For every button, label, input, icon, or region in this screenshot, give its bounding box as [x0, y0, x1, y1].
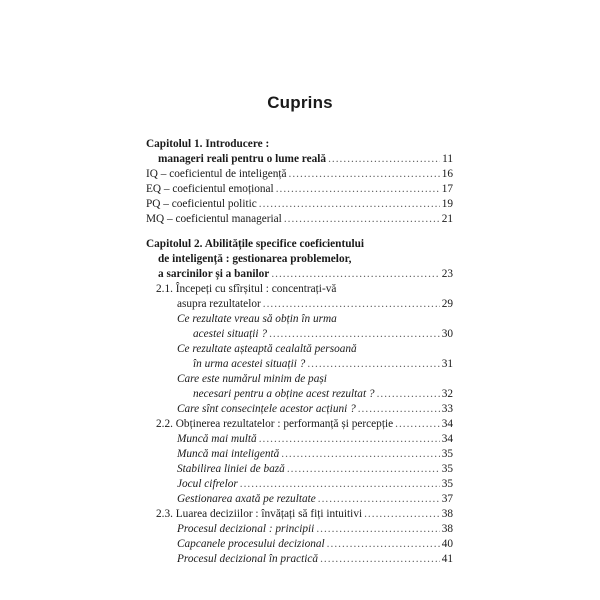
entry-text: asupra rezultatelor — [177, 298, 261, 310]
toc-entry[interactable] — [146, 462, 453, 477]
entry-text: Muncă mai multă — [177, 433, 257, 445]
toc-entry[interactable] — [146, 327, 453, 342]
entry-text: Procesul decizional în practică — [177, 553, 319, 565]
entry-text: în urma acestei situații ? — [193, 358, 306, 370]
toc-entry[interactable] — [146, 447, 453, 462]
entry-text: Procesul decizional : principii — [177, 523, 315, 535]
dot-leader — [287, 462, 440, 477]
page-number: 17 — [441, 183, 453, 195]
dot-leader — [263, 297, 440, 312]
entry-text: IQ – coeficientul de inteligență — [146, 168, 287, 180]
dot-leader — [307, 357, 439, 372]
dot-leader — [327, 537, 440, 552]
toc-entry-chapter-1[interactable] — [146, 152, 453, 167]
page-number: 21 — [441, 213, 453, 225]
toc-entry-section-2-3[interactable] — [146, 507, 453, 522]
entry-text: Muncă mai inteligentă — [177, 448, 280, 460]
entry-text: necesari pentru a obține acest rezultat ? — [193, 388, 375, 400]
page-number: 16 — [441, 168, 453, 180]
page-number: 41 — [441, 553, 453, 565]
chapter-2-heading: Capitolul 2. Abilitățile specifice coeficientului — [146, 238, 365, 250]
dot-leader — [259, 197, 440, 212]
toc-entry[interactable] — [146, 552, 453, 567]
toc-entry[interactable] — [146, 492, 453, 507]
entry-text: acestei situații ? — [193, 328, 268, 340]
toc-entry[interactable] — [146, 432, 453, 447]
dot-leader — [271, 267, 439, 282]
entry-text: a sarcinilor și a banilor — [158, 268, 270, 280]
dot-leader — [316, 522, 439, 537]
page-number: 34 — [441, 433, 453, 445]
chapter-2-heading-line2: de inteligență : gestionarea problemelor, — [158, 253, 352, 265]
toc-entry[interactable] — [146, 182, 453, 197]
page-number: 29 — [441, 298, 453, 310]
entry-text: Capcanele procesului decizional — [177, 538, 325, 550]
toc-entry[interactable] — [146, 402, 453, 417]
entry-text: Jocul cifrelor — [177, 478, 238, 490]
toc-entry[interactable] — [146, 537, 453, 552]
entry-text: EQ – coeficientul emoțional — [146, 183, 274, 195]
entry-text-line1: Ce rezultate așteaptă cealaltă persoană — [177, 343, 357, 355]
dot-leader — [364, 507, 440, 522]
table-of-contents — [146, 137, 453, 567]
toc-entry[interactable] — [146, 197, 453, 212]
entry-text: 2.2. Obținerea rezultatelor : performanță și percepție — [156, 418, 394, 430]
dot-leader — [377, 387, 440, 402]
toc-entry-section-2-2[interactable] — [146, 417, 453, 432]
page-number: 32 — [441, 388, 453, 400]
page-number: 19 — [441, 198, 453, 210]
toc-entry[interactable] — [146, 387, 453, 402]
entry-text-line1: Care este numărul minim de pași — [177, 373, 327, 385]
page-number: 31 — [441, 358, 453, 370]
toc-entry[interactable] — [146, 167, 453, 182]
entry-text: 2.3. Luarea deciziilor : învățați să fiți intuitivi — [156, 508, 363, 520]
section-2-1-heading: 2.1. Începeți cu sfîrșitul : concentrați-vă — [156, 283, 337, 295]
entry-text: manageri reali pentru o lume reală — [158, 153, 327, 165]
toc-entry-section-2-1[interactable] — [146, 297, 453, 312]
page-number: 11 — [442, 153, 453, 165]
page-number: 34 — [441, 418, 453, 430]
toc-entry[interactable] — [146, 477, 453, 492]
entry-text: PQ – coeficientul politic — [146, 198, 257, 210]
page-number: 35 — [441, 448, 453, 460]
dot-leader — [318, 492, 440, 507]
toc-entry-chapter-2[interactable] — [146, 267, 453, 282]
entry-text: Stabilirea liniei de bază — [177, 463, 285, 475]
entry-text-line1: Ce rezultate vreau să obțin în urma — [177, 313, 337, 325]
page-number: 33 — [441, 403, 453, 415]
dot-leader — [320, 552, 440, 567]
page-number: 38 — [441, 508, 453, 520]
chapter-1-heading: Capitolul 1. Introducere : — [146, 138, 270, 150]
dot-leader — [259, 432, 440, 447]
page-number: 23 — [441, 268, 453, 280]
dot-leader — [284, 212, 440, 227]
toc-entry[interactable] — [146, 522, 453, 537]
dot-leader — [358, 402, 440, 417]
entry-text: MQ – coeficientul managerial — [146, 213, 282, 225]
toc-entry[interactable] — [146, 357, 453, 372]
page-number: 40 — [441, 538, 453, 550]
page-number: 38 — [441, 523, 453, 535]
entry-text: Care sînt consecințele acestor acțiuni ? — [177, 403, 356, 415]
dot-leader — [281, 447, 439, 462]
page-number: 37 — [441, 493, 453, 505]
page-title: Cuprins — [267, 93, 333, 112]
toc-entry[interactable] — [146, 212, 453, 227]
page-number: 35 — [441, 463, 453, 475]
dot-leader — [269, 327, 440, 342]
dot-leader — [395, 417, 440, 432]
dot-leader — [328, 152, 440, 167]
dot-leader — [289, 167, 440, 182]
dot-leader — [240, 477, 440, 492]
page-number: 35 — [441, 478, 453, 490]
entry-text: Gestionarea axată pe rezultate — [177, 493, 316, 505]
dot-leader — [276, 182, 440, 197]
page-number: 30 — [441, 328, 453, 340]
